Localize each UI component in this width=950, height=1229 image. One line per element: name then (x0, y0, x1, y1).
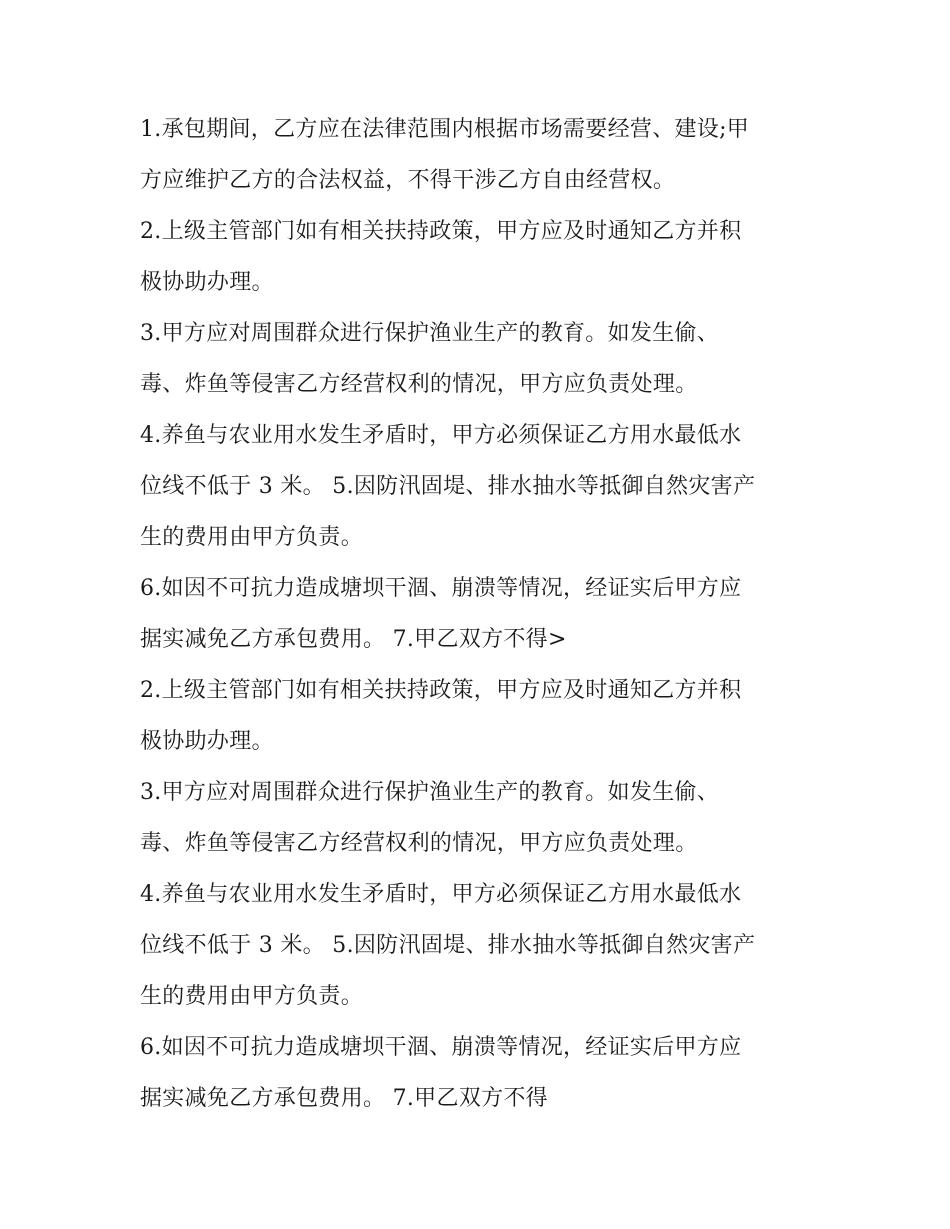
text-line: 2.上级主管部门如有相关扶持政策，甲方应及时通知乙方并积 (140, 678, 742, 703)
text-line: 据实减免乙方承包费用。 7.甲乙双方不得 (140, 1086, 548, 1111)
text-line: 6.如因不可抗力造成塘坝干涸、崩溃等情况，经证实后甲方应 (140, 1035, 742, 1060)
text-line: 毒、炸鱼等侵害乙方经营权利的情况，甲方应负责处理。 (140, 372, 698, 397)
text-line: 生的费用由甲方负责。 (140, 984, 364, 1009)
text-line: 2.上级主管部门如有相关扶持政策，甲方应及时通知乙方并积 (140, 219, 742, 244)
text-line: 生的费用由甲方负责。 (140, 525, 364, 550)
text-line: 3.甲方应对周围群众进行保护渔业生产的教育。如发生偷、 (140, 321, 720, 346)
text-line: 1.承包期间，乙方应在法律范围内根据市场需要经营、建设;甲 (140, 117, 750, 142)
text-line: 位线不低于 3 米。 5.因防汛固堤、排水抽水等抵御自然灾害产 (140, 933, 756, 958)
text-line: 极协助办理。 (140, 270, 274, 295)
text-line: 方应维护乙方的合法权益，不得干涉乙方自由经营权。 (140, 168, 676, 193)
text-line: 4.养鱼与农业用水发生矛盾时，甲方必须保证乙方用水最低水 (140, 882, 742, 907)
text-line: 据实减免乙方承包费用。 7.甲乙双方不得> (140, 627, 567, 652)
text-line: 6.如因不可抗力造成塘坝干涸、崩溃等情况，经证实后甲方应 (140, 576, 742, 601)
text-line: 位线不低于 3 米。 5.因防汛固堤、排水抽水等抵御自然灾害产 (140, 474, 756, 499)
text-line: 毒、炸鱼等侵害乙方经营权利的情况，甲方应负责处理。 (140, 831, 698, 856)
text-line: 极协助办理。 (140, 729, 274, 754)
text-line: 4.养鱼与农业用水发生矛盾时，甲方必须保证乙方用水最低水 (140, 423, 742, 448)
document-body (140, 104, 820, 1124)
text-line: 3.甲方应对周围群众进行保护渔业生产的教育。如发生偷、 (140, 780, 720, 805)
